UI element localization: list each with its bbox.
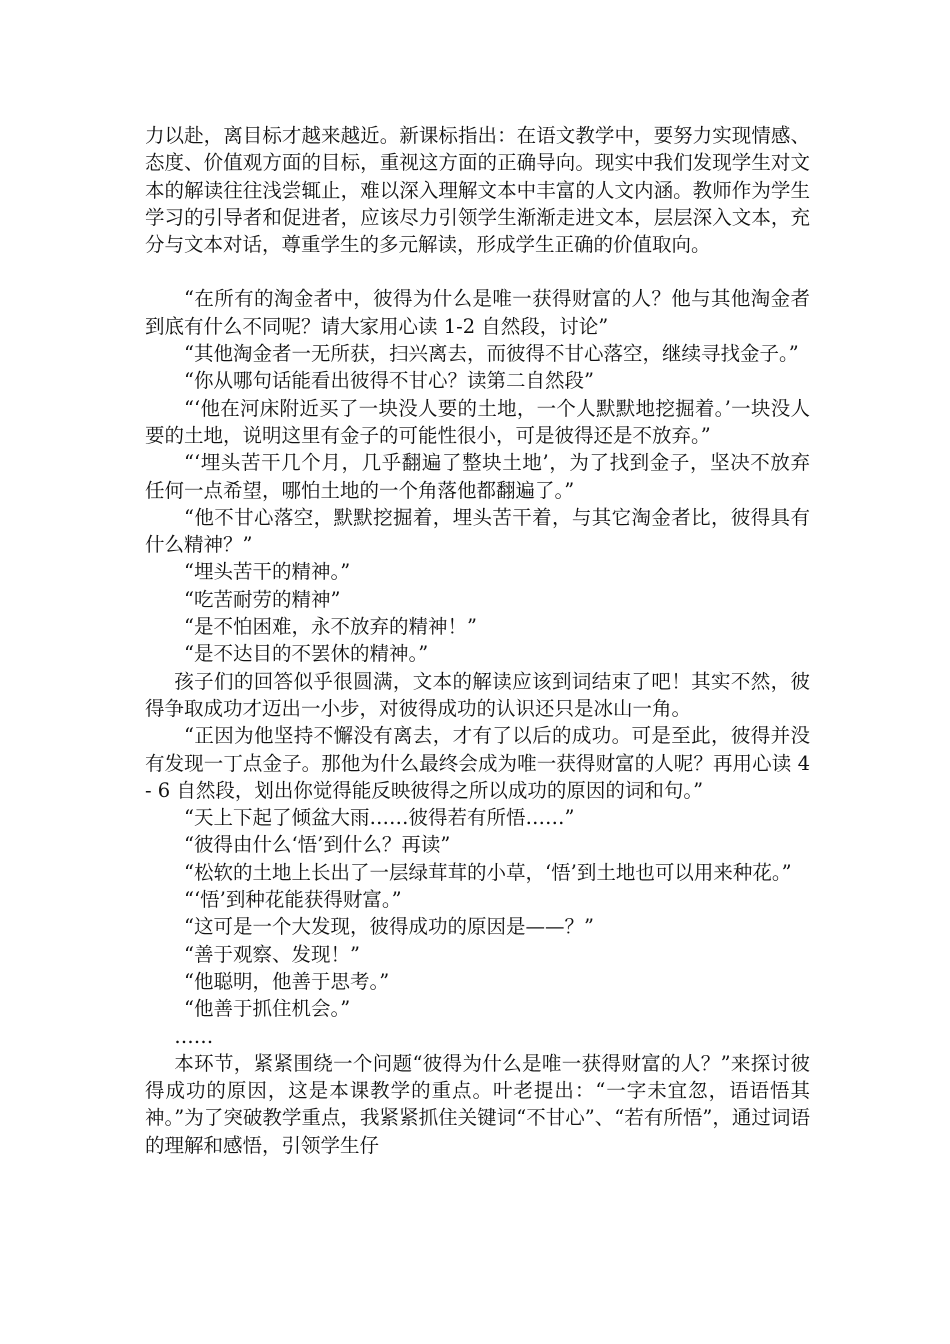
document-body [145,122,810,1159]
dialogue-line: “彼得由什么‘悟’到什么？再读” [184,833,451,857]
dialogue-line: “埋头苦干的精神。” [184,560,351,584]
ellipsis-line: …… [174,1024,214,1048]
dialogue-line: “是不达目的不罢休的精神。” [184,642,429,666]
paragraph-analysis: 本环节，紧紧围绕一个问题“彼得为什么是唯一获得财富的人？”来探讨彼得成功的原因，这是本课教学的重点。叶老提出：“一字未宜忽，语语悟其神。”为了突破教学重点，我紧紧抓住关键词“不甘心”、“若有所悟”，通过词语的理解和感悟，引领学生仔 [145,1051,810,1157]
dialogue-line: “‘埋头苦干几个月，几乎翻遍了整块土地’，为了找到金子，坚决不放弃任何一点希望，哪怕土地的一个角落他都翻遍了。” [145,451,810,502]
dialogue-line: “其他淘金者一无所获，扫兴离去，而彼得不甘心落空，继续寻找金子。” [184,342,799,366]
dialogue-line: “‘他在河床附近买了一块没人要的土地，一个人默默地挖掘着。’一块没人要的土地，说明这里有金子的可能性很小，可是彼得还是不放弃。” [145,396,810,447]
dialogue-line: “他不甘心落空，默默挖掘着，埋头苦干着，与其它淘金者比，彼得具有什么精神？” [145,505,810,557]
paragraph-commentary: 孩子们的回答似乎很圆满，文本的解读应该到词结束了吧！其实不然，彼得争取成功才迈出一小步，对彼得成功的认识还只是冰山一角。 [145,669,810,720]
dialogue-line: “松软的土地上长出了一层绿茸茸的小草，‘悟’到土地也可以用来种花。” [184,860,792,884]
dialogue-line: “这可是一个大发现，彼得成功的原因是——？” [184,915,594,939]
dialogue-line: “他聪明，他善于思考。” [184,969,390,993]
dialogue-line: “天上下起了倾盆大雨……彼得若有所悟……” [184,806,575,830]
dialogue-line: “你从哪句话能看出彼得不甘心？读第二自然段” [184,369,594,393]
dialogue-line: “‘悟’到种花能获得财富。” [184,888,402,912]
dialogue-line: “是不怕困难，永不放弃的精神！” [184,615,477,639]
dialogue-line: “他善于抓住机会。” [184,997,351,1021]
paragraph-intro: 力以赴，离目标才越来越近。新课标指出：在语文教学中，要努力实现情感、态度、价值观方面的目标，重视这方面的正确导向。现实中我们发现学生对文本的解读往往浅尝辄止，难以深入理解文本中丰富的人文内涵。教师作为学生学习的引导者和促进者，应该尽力引领学生渐渐走进文本，层层深入文本，充分与文本对话，尊重学生的多元解读，形成学生正确的价值取向。 [145,124,810,257]
dialogue-line: “在所有的淘金者中，彼得为什么是唯一获得财富的人？他与其他淘金者到底有什么不同呢？请大家用心读 1-2 自然段，讨论” [145,287,810,338]
dialogue-line: “善于观察、发现！” [184,942,360,966]
dialogue-line: “正因为他坚持不懈没有离去，才有了以后的成功。可是至此，彼得并没有发现一丁点金子。那他为什么最终会成为唯一获得财富的人呢？再用心读 4 - 6 自然段，划出你觉得能反映彼得之所以成功的原因的词和句。” [145,724,810,802]
dialogue-line: “吃苦耐劳的精神” [184,587,341,611]
paragraph-gap [145,258,810,285]
